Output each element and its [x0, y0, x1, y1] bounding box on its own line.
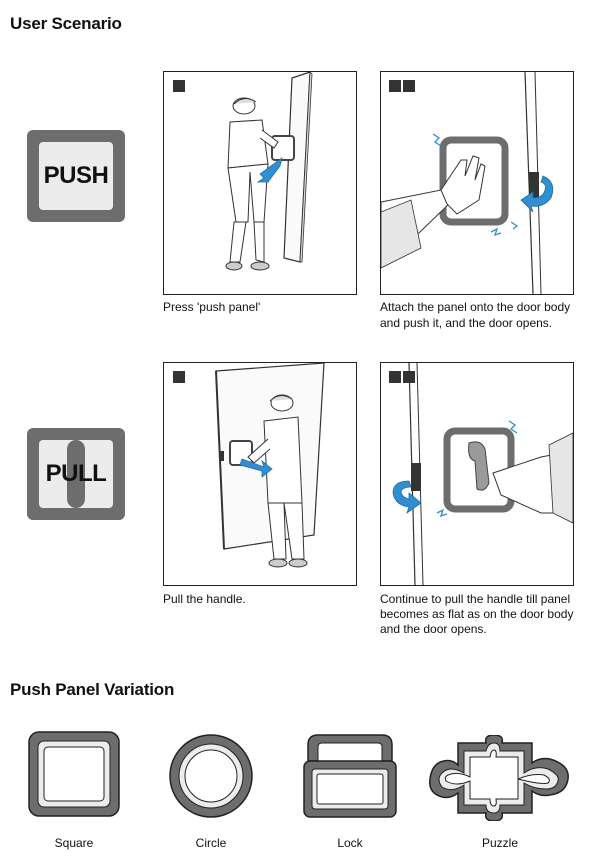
variation-label-square: Square: [54, 836, 94, 850]
variation-label-circle: Circle: [195, 836, 227, 850]
illustration-pull-step-1: [163, 362, 357, 586]
caption-pull-step-1: Pull the handle.: [163, 592, 246, 606]
lock-panel-icon: [302, 733, 398, 819]
push-sign-label: PUSH: [43, 162, 109, 189]
caption-push-step-2-line-1: Attach the panel onto the door body: [380, 300, 571, 314]
illustration-push-step-1: [163, 71, 357, 295]
caption-push-step-1: Press 'push panel': [163, 300, 261, 314]
push-sign-icon: [27, 130, 125, 222]
person-pulling-handle-illustration: [164, 363, 356, 585]
circle-panel-icon: [168, 733, 254, 819]
variation-label-lock: Lock: [337, 836, 363, 850]
caption-pull-step-2-line-1: Continue to pull the handle till panel: [380, 592, 571, 606]
section-title-push-panel-variation: Push Panel Variation: [10, 680, 175, 699]
pull-sign-icon: [27, 428, 125, 520]
caption-pull-step-2-line-2: becomes as flat as on the door body: [380, 607, 574, 621]
section-title-user-scenario: User Scenario: [10, 14, 122, 33]
hand-pulling-handle-illustration: [381, 363, 573, 585]
hand-pushing-panel-illustration: [381, 72, 573, 294]
variation-label-puzzle: Puzzle: [481, 836, 519, 850]
pull-sign-label: PULL: [45, 460, 107, 487]
person-pressing-panel-illustration: [164, 72, 356, 294]
caption-pull-step-2-line-3: and the door opens.: [380, 622, 487, 636]
illustration-push-step-2: [380, 71, 574, 295]
puzzle-panel-icon: [428, 735, 572, 821]
square-panel-icon: [27, 730, 121, 818]
caption-push-step-2-line-2: and push it, and the door opens.: [380, 316, 553, 330]
illustration-pull-step-2: [380, 362, 574, 586]
